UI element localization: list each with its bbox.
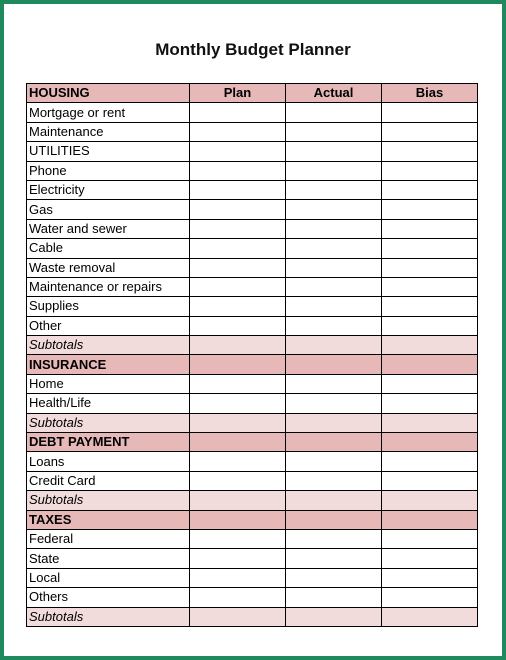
- item-label: Others: [27, 588, 190, 607]
- plan-value-cell[interactable]: [190, 374, 286, 393]
- bias-subtotal-cell[interactable]: [382, 413, 478, 432]
- plan-value-cell[interactable]: [190, 142, 286, 161]
- table-row: [27, 103, 478, 122]
- table-row: [27, 142, 478, 161]
- bias-value-cell[interactable]: [382, 239, 478, 258]
- subtotal-row-insurance: [27, 413, 478, 432]
- plan-value-cell[interactable]: [190, 471, 286, 490]
- bias-value-cell[interactable]: [382, 200, 478, 219]
- bias-value-cell[interactable]: [382, 297, 478, 316]
- column-header-bias: Bias: [382, 84, 478, 103]
- bias-subtotal-cell[interactable]: [382, 491, 478, 510]
- item-label: Cable: [27, 239, 190, 258]
- budget-table: [26, 83, 478, 627]
- bias-value-cell[interactable]: [382, 529, 478, 548]
- bias-value-cell[interactable]: [382, 374, 478, 393]
- actual-value-cell[interactable]: [286, 374, 382, 393]
- section-header-cell: [190, 510, 286, 529]
- item-label: Maintenance or repairs: [27, 277, 190, 296]
- actual-value-cell[interactable]: [286, 103, 382, 122]
- subtotal-row-debt-payment: [27, 491, 478, 510]
- plan-value-cell[interactable]: [190, 103, 286, 122]
- item-label: Electricity: [27, 180, 190, 199]
- table-row: [27, 200, 478, 219]
- bias-subtotal-cell[interactable]: [382, 336, 478, 355]
- section-header-cell: [286, 355, 382, 374]
- actual-value-cell[interactable]: [286, 180, 382, 199]
- actual-subtotal-cell[interactable]: [286, 607, 382, 626]
- bias-value-cell[interactable]: [382, 142, 478, 161]
- actual-value-cell[interactable]: [286, 161, 382, 180]
- bias-value-cell[interactable]: [382, 394, 478, 413]
- actual-subtotal-cell[interactable]: [286, 491, 382, 510]
- bias-value-cell[interactable]: [382, 180, 478, 199]
- table-row: [27, 122, 478, 141]
- actual-subtotal-cell[interactable]: [286, 336, 382, 355]
- actual-value-cell[interactable]: [286, 297, 382, 316]
- item-label: State: [27, 549, 190, 568]
- section-header-insurance: [27, 355, 478, 374]
- plan-value-cell[interactable]: [190, 452, 286, 471]
- item-label: UTILITIES: [27, 142, 190, 161]
- item-label: Credit Card: [27, 471, 190, 490]
- table-row: [27, 239, 478, 258]
- actual-value-cell[interactable]: [286, 219, 382, 238]
- actual-value-cell[interactable]: [286, 316, 382, 335]
- plan-value-cell[interactable]: [190, 394, 286, 413]
- budget-table-body: [27, 84, 478, 627]
- bias-subtotal-cell[interactable]: [382, 607, 478, 626]
- plan-value-cell[interactable]: [190, 219, 286, 238]
- section-title: DEBT PAYMENT: [27, 433, 190, 452]
- subtotal-row-housing: [27, 336, 478, 355]
- table-row: [27, 277, 478, 296]
- table-row: [27, 374, 478, 393]
- item-label: Supplies: [27, 297, 190, 316]
- actual-value-cell[interactable]: [286, 200, 382, 219]
- bias-value-cell[interactable]: [382, 161, 478, 180]
- item-label: Home: [27, 374, 190, 393]
- subtotal-label: Subtotals: [27, 607, 190, 626]
- item-label: Federal: [27, 529, 190, 548]
- section-header-cell: [190, 433, 286, 452]
- actual-value-cell[interactable]: [286, 394, 382, 413]
- section-header-cell: [382, 433, 478, 452]
- column-header-plan: Plan: [190, 84, 286, 103]
- table-row: [27, 394, 478, 413]
- table-row: [27, 452, 478, 471]
- actual-value-cell[interactable]: [286, 142, 382, 161]
- column-header-actual: Actual: [286, 84, 382, 103]
- section-header-debt-payment: [27, 433, 478, 452]
- section-header-cell: [286, 510, 382, 529]
- item-label: Maintenance: [27, 122, 190, 141]
- plan-value-cell[interactable]: [190, 588, 286, 607]
- actual-value-cell[interactable]: [286, 471, 382, 490]
- table-row: [27, 219, 478, 238]
- plan-subtotal-cell[interactable]: [190, 491, 286, 510]
- section-header-housing: [27, 84, 478, 103]
- plan-value-cell[interactable]: [190, 239, 286, 258]
- bias-value-cell[interactable]: [382, 316, 478, 335]
- table-row: [27, 258, 478, 277]
- section-header-cell: [382, 510, 478, 529]
- actual-value-cell[interactable]: [286, 452, 382, 471]
- table-row: [27, 588, 478, 607]
- bias-value-cell[interactable]: [382, 219, 478, 238]
- plan-value-cell[interactable]: [190, 316, 286, 335]
- section-header-taxes: [27, 510, 478, 529]
- actual-value-cell[interactable]: [286, 529, 382, 548]
- plan-value-cell[interactable]: [190, 161, 286, 180]
- table-row: [27, 316, 478, 335]
- section-header-cell: [382, 355, 478, 374]
- bias-value-cell[interactable]: [382, 103, 478, 122]
- actual-value-cell[interactable]: [286, 258, 382, 277]
- actual-value-cell[interactable]: [286, 239, 382, 258]
- item-label: Waste removal: [27, 258, 190, 277]
- table-row: [27, 529, 478, 548]
- plan-value-cell[interactable]: [190, 277, 286, 296]
- subtotal-label: Subtotals: [27, 336, 190, 355]
- section-header-cell: [286, 433, 382, 452]
- section-title: HOUSING: [27, 84, 190, 103]
- item-label: Gas: [27, 200, 190, 219]
- bias-value-cell[interactable]: [382, 588, 478, 607]
- actual-subtotal-cell[interactable]: [286, 413, 382, 432]
- plan-value-cell[interactable]: [190, 297, 286, 316]
- item-label: Local: [27, 568, 190, 587]
- section-title: TAXES: [27, 510, 190, 529]
- table-row: [27, 161, 478, 180]
- bias-value-cell[interactable]: [382, 258, 478, 277]
- item-label: Other: [27, 316, 190, 335]
- subtotal-label: Subtotals: [27, 413, 190, 432]
- plan-value-cell[interactable]: [190, 200, 286, 219]
- actual-value-cell[interactable]: [286, 568, 382, 587]
- bias-value-cell[interactable]: [382, 568, 478, 587]
- plan-value-cell[interactable]: [190, 529, 286, 548]
- actual-value-cell[interactable]: [286, 277, 382, 296]
- table-row: [27, 180, 478, 199]
- section-header-cell: [190, 355, 286, 374]
- actual-value-cell[interactable]: [286, 549, 382, 568]
- actual-value-cell[interactable]: [286, 122, 382, 141]
- item-label: Loans: [27, 452, 190, 471]
- item-label: Water and sewer: [27, 219, 190, 238]
- bias-value-cell[interactable]: [382, 549, 478, 568]
- table-row: [27, 471, 478, 490]
- plan-value-cell[interactable]: [190, 122, 286, 141]
- plan-value-cell[interactable]: [190, 258, 286, 277]
- page-title: Monthly Budget Planner: [155, 40, 351, 59]
- plan-value-cell[interactable]: [190, 549, 286, 568]
- plan-subtotal-cell[interactable]: [190, 336, 286, 355]
- plan-subtotal-cell[interactable]: [190, 607, 286, 626]
- plan-subtotal-cell[interactable]: [190, 413, 286, 432]
- table-row: [27, 297, 478, 316]
- plan-value-cell[interactable]: [190, 180, 286, 199]
- table-row: [27, 549, 478, 568]
- item-label: Mortgage or rent: [27, 103, 190, 122]
- section-title: INSURANCE: [27, 355, 190, 374]
- bias-value-cell[interactable]: [382, 122, 478, 141]
- bias-value-cell[interactable]: [382, 452, 478, 471]
- plan-value-cell[interactable]: [190, 568, 286, 587]
- actual-value-cell[interactable]: [286, 588, 382, 607]
- bias-value-cell[interactable]: [382, 277, 478, 296]
- table-row: [27, 568, 478, 587]
- item-label: Phone: [27, 161, 190, 180]
- subtotal-row-taxes: [27, 607, 478, 626]
- subtotal-label: Subtotals: [27, 491, 190, 510]
- item-label: Health/Life: [27, 394, 190, 413]
- bias-value-cell[interactable]: [382, 471, 478, 490]
